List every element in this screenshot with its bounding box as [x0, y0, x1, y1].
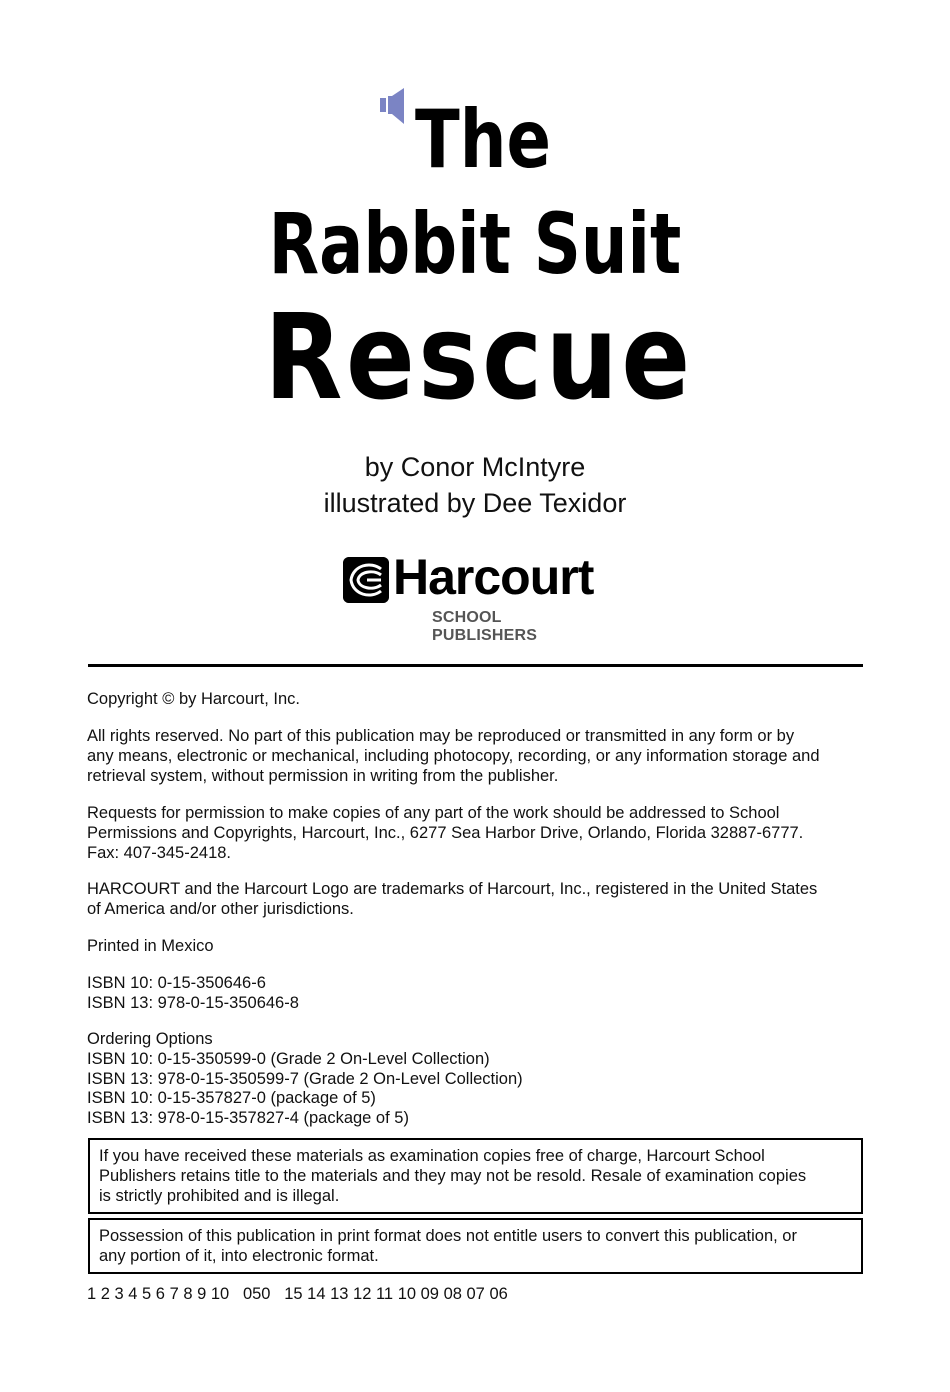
print-line: 1 2 3 4 5 6 7 8 9 10 050 15 14 13 12 11 10 09 08 07 06 — [87, 1285, 508, 1303]
electronic-format-notice-box — [88, 1218, 863, 1274]
ordering-line: ISBN 10: 0-15-357827-0 (package of 5) — [87, 1089, 376, 1108]
trademark-line: HARCOURT and the Harcourt Logo are trademarks of Harcourt, Inc., registered in the United States — [87, 880, 818, 898]
examination-line: Publishers retains title to the materials and they may not be resold. Resale of examination copies — [99, 1166, 807, 1185]
title-line-2: Rabbit Suit — [268, 195, 682, 293]
isbn-block — [87, 974, 867, 1014]
requests-line: Requests for permission to make copies of any part of the work should be addressed to School — [87, 804, 780, 822]
examination-line: is strictly prohibited and is illegal. — [99, 1186, 340, 1205]
printed-in — [87, 937, 867, 957]
requests-paragraph — [87, 804, 867, 863]
illustrator-credit: illustrated by Dee Texidor — [323, 488, 627, 518]
rights-line: any means, electronic or mechanical, including photocopy, recording, or any information storage and — [87, 746, 820, 765]
ordering-line: ISBN 10: 0-15-350599-0 (Grade 2 On-Level Collection) — [87, 1049, 490, 1068]
trademark-line: of America and/or other jurisdictions. — [87, 899, 354, 918]
requests-line: Permissions and Copyrights, Harcourt, Inc., 6277 Sea Harbor Drive, Orlando, Florida 32887-6777. — [87, 823, 804, 842]
harcourt-logo-icon — [343, 557, 389, 603]
rights-paragraph — [87, 727, 867, 786]
examination-notice-box — [88, 1138, 863, 1214]
rights-line: All rights reserved. No part of this publication may be reproduced or transmitted in any form or by — [87, 727, 795, 745]
divider — [88, 664, 863, 667]
author-credit: by Conor McIntyre — [364, 452, 586, 482]
ordering-line: ISBN 13: 978-0-15-350599-7 (Grade 2 On-Level Collection) — [87, 1069, 523, 1088]
examination-line: If you have received these materials as examination copies free of charge, Harcourt School — [99, 1147, 765, 1165]
ordering-heading: Ordering Options — [87, 1030, 213, 1048]
copyright-notice — [87, 690, 867, 710]
isbn-line: ISBN 10: 0-15-350646-6 — [87, 974, 266, 992]
copyright-line: Copyright © by Harcourt, Inc. — [87, 690, 300, 708]
trademark-paragraph — [87, 880, 867, 920]
requests-line: Fax: 407-345-2418. — [87, 843, 232, 862]
rights-line: retrieval system, without permission in writing from the publisher. — [87, 766, 559, 785]
isbn-line: ISBN 13: 978-0-15-350646-8 — [87, 993, 299, 1012]
publisher-name: Harcourt — [393, 549, 594, 605]
electronic-line: any portion of it, into electronic format. — [99, 1246, 379, 1265]
electronic-line: Possession of this publication in print format does not entitle users to convert this publication, or — [99, 1227, 797, 1245]
ordering-options — [87, 1030, 867, 1129]
title-line-1: The — [415, 93, 551, 186]
publisher-subtitle: SCHOOL PUBLISHERS — [432, 609, 538, 644]
title-line-3: Rescue — [264, 288, 694, 426]
publisher-logo — [343, 549, 608, 644]
printed-line: Printed in Mexico — [87, 937, 214, 955]
ordering-line: ISBN 13: 978-0-15-357827-4 (package of 5) — [87, 1109, 409, 1128]
